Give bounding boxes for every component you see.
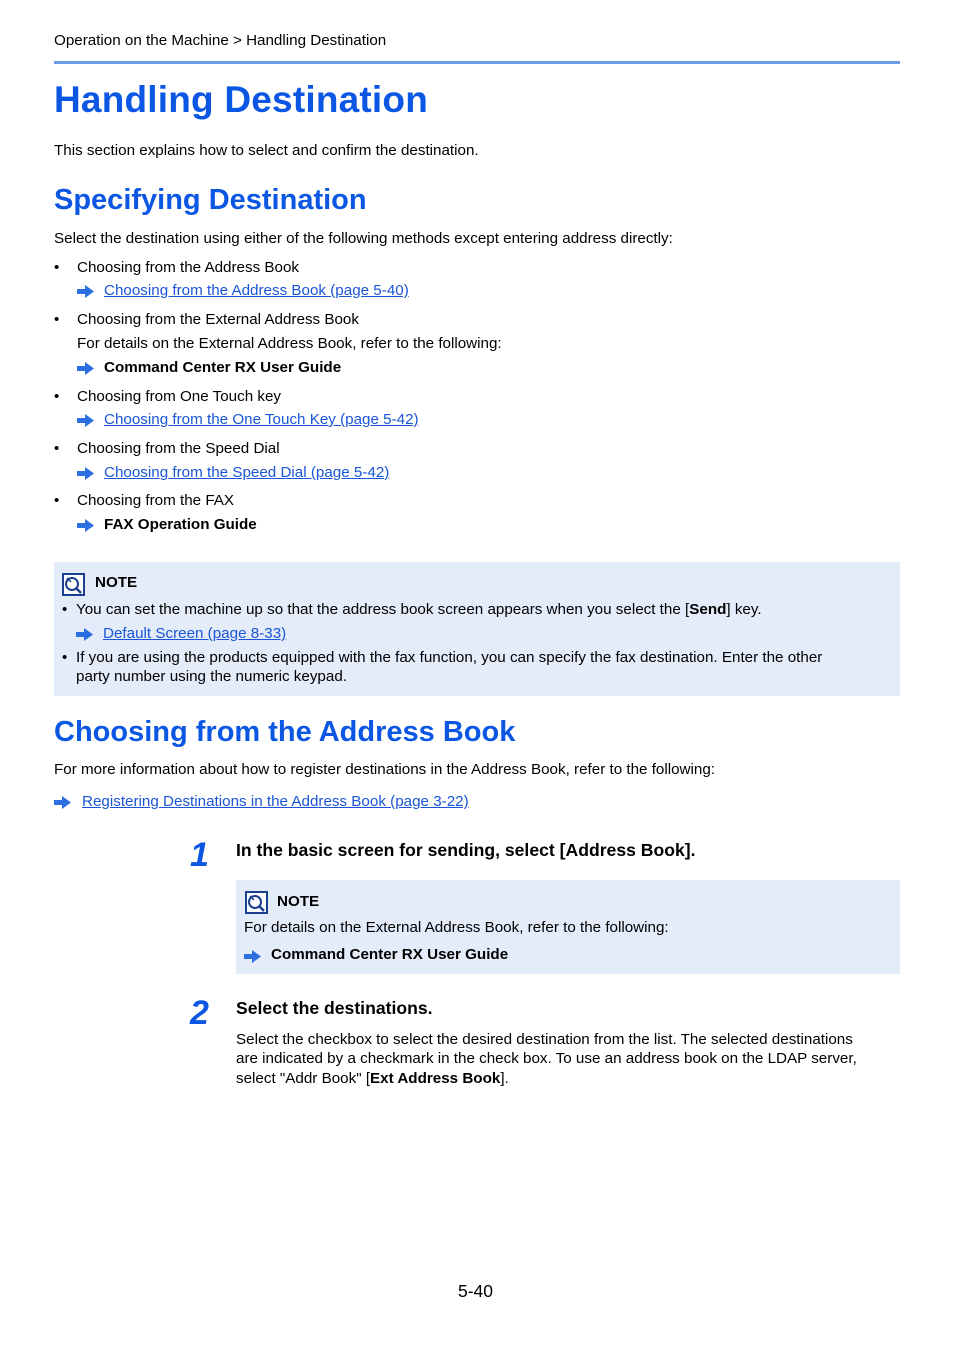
- header-rule: [54, 61, 900, 64]
- intro-text: This section explains how to select and confirm the destination.: [54, 142, 479, 159]
- arrow-right-icon: [77, 467, 94, 480]
- page-number: 5-40: [458, 1281, 494, 1301]
- step-text-part: ].: [500, 1070, 509, 1087]
- address-book-lead: For more information about how to register destinations in the Address Book, refer to the following:: [54, 761, 716, 778]
- bullet: •: [54, 259, 60, 276]
- arrow-right-icon: [244, 950, 261, 963]
- ref-link-one-touch[interactable]: Choosing from the One Touch Key (page 5-42): [104, 411, 419, 428]
- arrow-right-icon: [77, 414, 94, 427]
- list-item: Choosing from the External Address Book: [77, 311, 359, 328]
- arrow-right-icon: [76, 628, 93, 641]
- note-item: [76, 601, 762, 618]
- specifying-lead: Select the destination using either of the following methods except entering address directly:: [54, 230, 673, 247]
- bullet: •: [54, 492, 60, 509]
- step-text: Select the checkbox to select the desired destination from the list. The selected destinations: [236, 1031, 853, 1048]
- ext-address-book-key: Ext Address Book: [370, 1070, 501, 1087]
- step-title: In the basic screen for sending, select [Address Book].: [236, 840, 696, 860]
- section-heading-address-book: Choosing from the Address Book: [54, 716, 516, 748]
- bullet: •: [54, 311, 60, 328]
- note-item-text: ] key.: [726, 601, 762, 618]
- note-icon: [245, 891, 268, 914]
- step-title: Select the destinations.: [236, 998, 433, 1018]
- step-text-part: select "Addr Book" [: [236, 1070, 371, 1087]
- page-title: Handling Destination: [54, 79, 428, 120]
- ref-link-registering[interactable]: Registering Destinations in the Address Book (page 3-22): [82, 793, 469, 810]
- note-item-text: If you are using the products equipped with the fax function, you can specify the fax destination. Enter the other: [76, 649, 823, 666]
- step-text: [236, 1070, 509, 1087]
- note-label: NOTE: [277, 893, 320, 910]
- list-item: Choosing from One Touch key: [77, 388, 282, 405]
- arrow-right-icon: [77, 285, 94, 298]
- bullet: •: [54, 388, 60, 405]
- ref-guide-command-center: Command Center RX User Guide: [104, 359, 342, 376]
- send-key-label: Send: [689, 601, 727, 618]
- list-item: Choosing from the FAX: [77, 492, 235, 509]
- section-heading-specifying: Specifying Destination: [54, 184, 367, 216]
- bullet: •: [62, 649, 68, 666]
- ref-guide-fax: FAX Operation Guide: [104, 516, 257, 533]
- bullet: •: [54, 440, 60, 457]
- arrow-right-icon: [77, 362, 94, 375]
- note-label: NOTE: [95, 574, 138, 591]
- arrow-right-icon: [77, 519, 94, 532]
- arrow-right-icon: [54, 796, 71, 809]
- note-text: For details on the External Address Book, refer to the following:: [244, 919, 669, 936]
- ref-link-address-book[interactable]: Choosing from the Address Book (page 5-40): [104, 282, 409, 299]
- bullet: •: [62, 601, 68, 618]
- note-icon: [62, 573, 85, 596]
- ref-link-default-screen[interactable]: Default Screen (page 8-33): [103, 625, 287, 642]
- note-item-text: party number using the numeric keypad.: [76, 668, 347, 685]
- ref-link-speed-dial[interactable]: Choosing from the Speed Dial (page 5-42): [104, 464, 390, 481]
- list-item-detail: For details on the External Address Book, refer to the following:: [77, 335, 502, 352]
- note-item-text: You can set the machine up so that the address book screen appears when you select the [: [76, 601, 690, 618]
- ref-guide-command-center: Command Center RX User Guide: [271, 946, 509, 963]
- step-number: 1: [190, 836, 209, 874]
- list-item: Choosing from the Address Book: [77, 259, 300, 276]
- list-item: Choosing from the Speed Dial: [77, 440, 280, 457]
- note-box: [236, 880, 900, 974]
- breadcrumb: Operation on the Machine > Handling Destination: [54, 32, 387, 49]
- note-box: [54, 562, 900, 696]
- step-text: are indicated by a checkmark in the check box. To use an address book on the LDAP server,: [236, 1050, 857, 1067]
- step-number: 2: [190, 994, 209, 1032]
